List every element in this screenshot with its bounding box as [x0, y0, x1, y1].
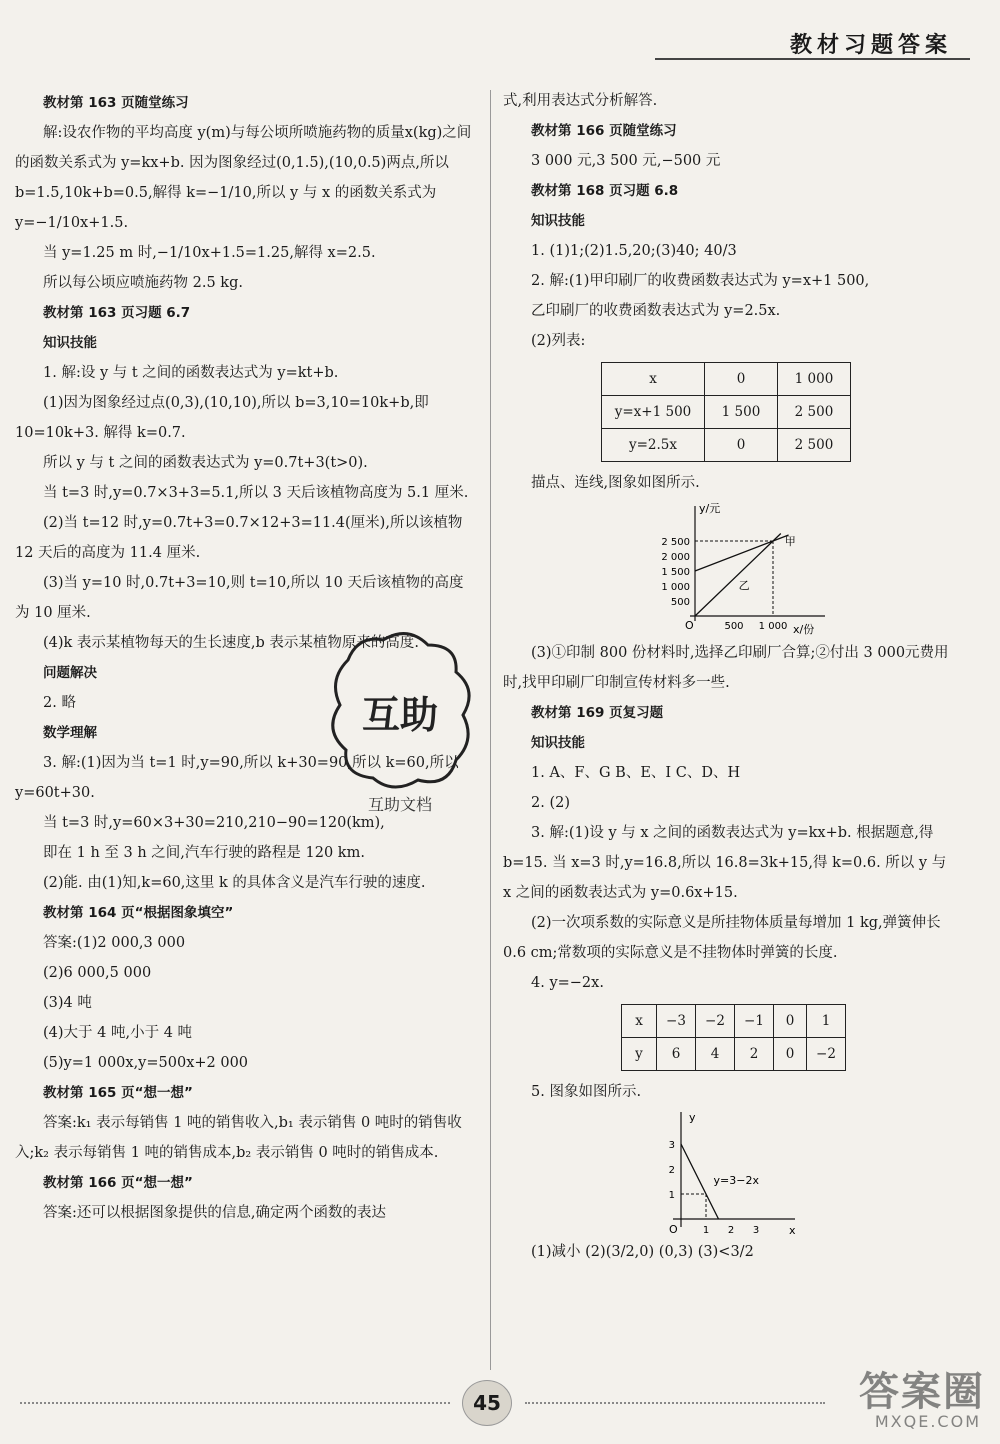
header-rule — [655, 58, 970, 60]
table-cell: y=x+1 500 — [602, 396, 705, 429]
paragraph: 描点、连线,图象如图所示. — [531, 475, 700, 491]
footer-dots-right — [525, 1402, 825, 1404]
paragraph: 答案:k₁ 表示每销售 1 吨的销售收入,b₁ 表示销售 0 吨时的销售收入;k₂ 表示每销售 1 吨的销售成本,b₂ 表示销售 0 吨时的销售成本. — [15, 1115, 462, 1161]
table-cell: 6 — [657, 1038, 696, 1071]
paragraph: 2. 解:(1)甲印刷厂的收费函数表达式为 y=x+1 500, — [531, 273, 870, 289]
corner-watermark-text: 答案圈 — [859, 1369, 985, 1415]
column-divider — [490, 90, 491, 1370]
origin-label: O — [669, 1223, 678, 1236]
table-row — [602, 363, 851, 396]
subsection-title: 数学理解 — [43, 725, 97, 741]
paragraph: (3)当 y=10 时,0.7t+3=10,则 t=10,所以 10 天后该植物的高度为 10 厘米. — [15, 575, 464, 621]
paragraph: 即在 1 h 至 3 h 之间,汽车行驶的路程是 120 km. — [43, 845, 365, 861]
subsection-title: 知识技能 — [531, 735, 585, 751]
paragraph: (4)k 表示某植物每天的生长速度,b 表示某植物原来的高度. — [43, 635, 420, 651]
y-tick-label: 1 — [668, 1190, 675, 1201]
table-row — [602, 429, 851, 462]
table-cell: 0 — [705, 429, 778, 462]
paragraph: 所以每公顷应喷施药物 2.5 kg. — [43, 275, 243, 291]
table-row — [602, 396, 851, 429]
paragraph: 3. 解:(1)设 y 与 x 之间的函数表达式为 y=kx+b. 根据题意,得 b=15. 当 x=3 时,y=16.8,所以 16.8=3k+15,得 k=0.6. 所以 y 与 x 之间的函数表达式为 y=0.6x+15. — [503, 825, 947, 901]
origin-label: O — [685, 619, 694, 632]
paragraph: (1)因为图象经过点(0,3),(10,10),所以 b=3,10=10k+b,即 10=10k+3. 解得 k=0.7. — [15, 395, 429, 441]
section-title: 教材第 168 页习题 6.8 — [531, 183, 679, 199]
header-title: 教材习题答案 — [789, 33, 952, 58]
y-tick-label: 500 — [670, 597, 690, 608]
subsection-title: 问题解决 — [43, 665, 97, 681]
table-cell: −1 — [735, 1005, 774, 1038]
paragraph: 5. 图象如图所示. — [531, 1084, 642, 1100]
section-title: 教材第 165 页“想一想” — [43, 1085, 193, 1101]
paragraph: 解:设农作物的平均高度 y(m)与每公顷所喷施药物的质量x(kg)之间的函数关系式为 y=kx+b. 因为图象经过(0,1.5),(10,0.5)两点,所以 b=1.5,10k+b=0.5,解得 k=−1/10,所以 y 与 x 的函数关系式为 y=−1/10x+1.5. — [15, 125, 472, 231]
table-cell: 2 500 — [778, 396, 851, 429]
paragraph: 答案:还可以根据图象提供的信息,确定两个函数的表达 — [43, 1205, 386, 1221]
paragraph: (4)大于 4 吨,小于 4 吨 — [43, 1025, 193, 1041]
page-number: 45 — [462, 1380, 512, 1426]
paragraph: 答案:(1)2 000,3 000 — [43, 935, 186, 951]
y-tick-label: 2 500 — [661, 537, 690, 548]
table-cell: 2 — [735, 1038, 774, 1071]
paragraph: 1. 解:设 y 与 t 之间的函数表达式为 y=kt+b. — [43, 365, 339, 381]
series-label: y=3−2x — [713, 1174, 759, 1187]
table-cell: 0 — [774, 1005, 807, 1038]
table-cell: y=2.5x — [602, 429, 705, 462]
table-cell: 1 000 — [778, 363, 851, 396]
paragraph: (3)4 吨 — [43, 995, 92, 1011]
table-cell: x — [622, 1005, 657, 1038]
paragraph: (2)一次项系数的实际意义是所挂物体质量每增加 1 kg,弹簧伸长 0.6 cm;常数项的实际意义是不挂物体时弹簧的长度. — [503, 915, 941, 961]
corner-watermark — [795, 1360, 985, 1440]
paragraph: (2)6 000,5 000 — [43, 965, 152, 981]
table-cell: x — [602, 363, 705, 396]
y-tick-label: 2 — [668, 1165, 675, 1176]
paragraph: 1. A、F、G B、E、I C、D、H — [531, 765, 741, 781]
series-label: 甲 — [784, 535, 796, 548]
paragraph: 当 t=3 时,y=0.7×3+3=5.1,所以 3 天后该植物高度为 5.1 厘米. — [43, 485, 469, 501]
chart-linear-function — [653, 1107, 803, 1237]
paragraph: 当 t=3 时,y=60×3+30=210,210−90=120(km), — [43, 815, 385, 831]
table-cell: −3 — [657, 1005, 696, 1038]
paragraph: (3)①印制 800 份材料时,选择乙印刷厂合算;②付出 3 000元费用时,找甲印刷厂印制宣传材料多一些. — [503, 645, 949, 691]
series-line — [695, 534, 781, 617]
table-row — [622, 1005, 846, 1038]
paragraph: 2. (2) — [531, 795, 570, 811]
section-title: 教材第 164 页“根据图象填空” — [43, 905, 234, 921]
paragraph: 当 y=1.25 m 时,−1/10x+1.5=1.25,解得 x=2.5. — [43, 245, 376, 261]
series-label: 乙 — [738, 579, 750, 592]
table-cell: 0 — [705, 363, 778, 396]
table-cell: −2 — [696, 1005, 735, 1038]
value-table-1 — [601, 362, 851, 462]
chart-printing-cost — [633, 498, 833, 638]
x-tick-label: 2 — [727, 1225, 735, 1236]
x-tick-label: 1 — [702, 1225, 710, 1236]
y-tick-label: 2 000 — [661, 552, 690, 563]
table-cell: 2 500 — [778, 429, 851, 462]
table-cell: 1 — [807, 1005, 846, 1038]
table-cell: −2 — [807, 1038, 846, 1071]
y-tick-label: 3 — [668, 1140, 675, 1151]
paragraph: (2)能. 由(1)知,k=60,这里 k 的具体含义是汽车行驶的速度. — [43, 875, 426, 891]
table-cell: 4 — [696, 1038, 735, 1071]
section-title: 教材第 166 页随堂练习 — [531, 123, 677, 139]
paragraph: 3. 解:(1)因为当 t=1 时,y=90,所以 k+30=90,所以 k=60,所以 y=60t+30. — [15, 755, 459, 801]
y-tick-label: 1 000 — [661, 582, 690, 593]
x-tick-label: 3 — [752, 1225, 760, 1236]
table-cell: 0 — [774, 1038, 807, 1071]
x-axis-label: x — [789, 1224, 796, 1237]
stamp-subtext: 互助文档 — [367, 795, 433, 814]
table-cell: y — [622, 1038, 657, 1071]
x-tick-label: 1 000 — [758, 621, 788, 632]
paragraph: (5)y=1 000x,y=500x+2 000 — [43, 1055, 249, 1071]
section-title: 教材第 166 页“想一想” — [43, 1175, 193, 1191]
right-column — [503, 86, 958, 1267]
paragraph: 4. y=−2x. — [531, 975, 604, 991]
table-row — [622, 1038, 846, 1071]
section-title: 教材第 163 页随堂练习 — [43, 95, 189, 111]
paragraph: 所以 y 与 t 之间的函数表达式为 y=0.7t+3(t>0). — [43, 455, 368, 471]
paragraph: 3 000 元,3 500 元,−500 元 — [531, 153, 721, 169]
paragraph: 式,利用表达式分析解答. — [503, 93, 658, 109]
paragraph: (2)列表: — [531, 333, 586, 349]
paragraph: 1. (1)1;(2)1.5,20;(3)40; 40/3 — [531, 243, 737, 259]
y-tick-label: 1 500 — [661, 567, 690, 578]
paragraph: 2. 略 — [43, 695, 76, 711]
paragraph: (1)减小 (2)(3/2,0) (0,3) (3)<3/2 — [531, 1244, 754, 1260]
page-header — [0, 0, 1000, 62]
subsection-title: 知识技能 — [43, 335, 97, 351]
x-axis-label: x/份 — [793, 623, 815, 636]
corner-watermark-url: MXQE.COM — [874, 1412, 981, 1431]
subsection-title: 知识技能 — [531, 213, 585, 229]
paragraph: (2)当 t=12 时,y=0.7t+3=0.7×12+3=11.4(厘米),所以该植物 12 天后的高度为 11.4 厘米. — [15, 515, 463, 561]
x-tick-label: 500 — [724, 621, 744, 632]
footer-dots-left — [20, 1402, 450, 1404]
y-axis-label: y/元 — [699, 502, 721, 515]
watermark-stamp — [318, 620, 478, 815]
paragraph: 乙印刷厂的收费函数表达式为 y=2.5x. — [531, 303, 781, 319]
value-table-2 — [621, 1004, 846, 1071]
table-cell: 1 500 — [705, 396, 778, 429]
stamp-text: 互助 — [361, 693, 439, 737]
section-title: 教材第 163 页习题 6.7 — [43, 305, 191, 321]
y-axis-label: y — [689, 1111, 696, 1124]
section-title: 教材第 169 页复习题 — [531, 705, 664, 721]
